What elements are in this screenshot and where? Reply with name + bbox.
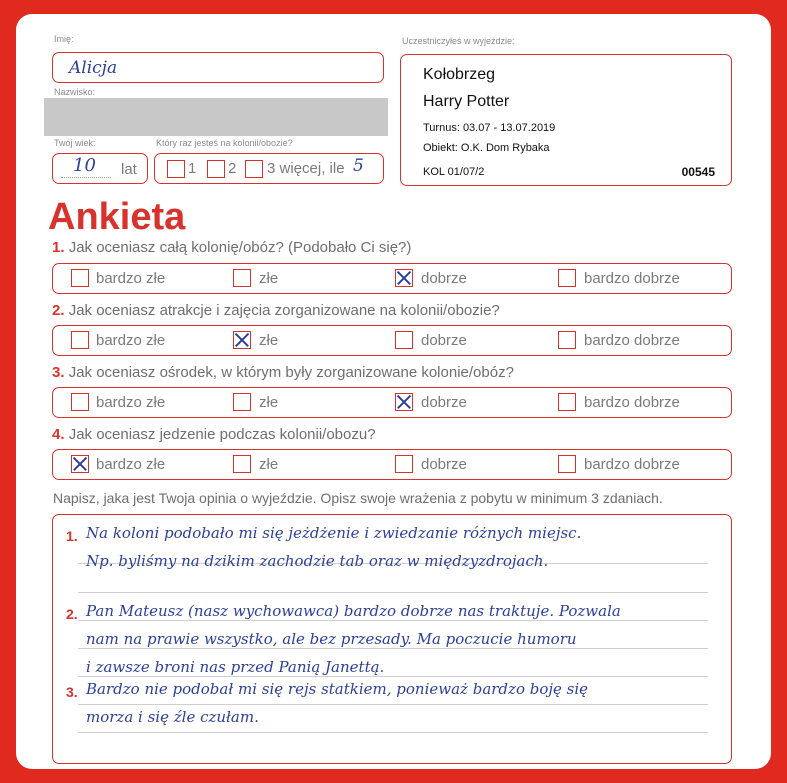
times-option-3: 3 więcej, ile [267,160,345,177]
times-option-2: 2 [228,160,237,177]
q1-option-zle: złe [259,270,279,287]
opinion-prompt: Napisz, jaka jest Twoja opinia o wyjeździe. Opisz swoje wrażenia z pobytu w minimum 3 zdaniach. [53,490,663,506]
q2-option-bardzo-dobrze: bardzo dobrze [584,332,680,349]
q3-checkbox-dobrze[interactable] [395,393,413,411]
q2-checkbox-bardzo-dobrze[interactable] [558,331,576,349]
answer-1-line-1: Na koloni podobało mi się jeżdżenie i zwiedzanie różnych miejsc. [86,524,582,542]
q3-option-zle: złe [259,394,279,411]
times-checkbox-3[interactable] [245,160,263,178]
camp-number: 00545 [681,165,715,179]
q3-option-bardzo-zle: bardzo złe [96,394,166,411]
answer-3-line-1: Bardzo nie podobał mi się rejs statkiem, ponieważ bardzo boję się [86,680,589,698]
name-label: Imię: [54,34,74,44]
participant-box [400,54,732,186]
age-label: Twój wiek: [54,138,96,148]
question-1-options [52,263,732,294]
name-value: Alicja [69,58,118,78]
camp-turnus: Turnus: 03.07 - 13.07.2019 [423,122,556,134]
question-1: 1. Jak oceniasz całą kolonię/obóz? (Podobało Ci się?) [52,239,412,256]
q4-checkbox-zle[interactable] [233,455,251,473]
answer-3-number: 3. [66,684,78,700]
answer-1-number: 1. [66,528,78,544]
q2-option-zle: złe [259,332,279,349]
age-value: 10 [73,155,96,176]
question-4: 4. Jak oceniasz jedzenie podczas kolonii/obozu? [52,426,376,443]
surname-redaction [44,98,388,136]
age-field[interactable] [52,153,148,184]
q3-checkbox-zle[interactable] [233,393,251,411]
q4-option-bardzo-dobrze: bardzo dobrze [584,456,680,473]
q4-checkbox-bardzo-zle[interactable] [71,455,89,473]
q1-checkbox-zle[interactable] [233,269,251,287]
times-field [154,153,384,184]
q2-checkbox-bardzo-zle[interactable] [71,331,89,349]
q2-option-bardzo-zle: bardzo złe [96,332,166,349]
ruled-line [78,732,708,733]
answer-3-line-2: morza i się źle czułam. [86,708,259,726]
times-value: 5 [353,156,364,176]
q4-checkbox-bardzo-dobrze[interactable] [558,455,576,473]
camp-code: KOL 01/07/2 [423,166,485,178]
ruled-line [78,592,708,593]
question-2: 2. Jak oceniasz atrakcje i zajęcia zorganizowane na kolonii/obozie? [52,302,500,319]
answer-2-line-1: Pan Mateusz (nasz wychowawca) bardzo dobrze nas traktuje. Pozwala [86,602,621,620]
survey-sheet [16,14,771,769]
survey-title: Ankieta [48,196,186,238]
q2-checkbox-dobrze[interactable] [395,331,413,349]
ruled-line [78,704,708,705]
ruled-line [78,648,708,649]
question-4-options [52,449,732,480]
q4-option-zle: złe [259,456,279,473]
q1-option-bardzo-dobrze: bardzo dobrze [584,270,680,287]
participant-label: Uczestniczyłeś w wyjeździe: [402,36,515,46]
q2-option-dobrze: dobrze [421,332,467,349]
q1-checkbox-bardzo-zle[interactable] [71,269,89,287]
q2-checkbox-zle[interactable] [233,331,251,349]
q1-checkbox-bardzo-dobrze[interactable] [558,269,576,287]
q3-checkbox-bardzo-zle[interactable] [71,393,89,411]
answer-1-line-2: Np. byliśmy na dzikim zachodzie tab oraz w międzyzdrojach. [86,552,549,570]
ruled-line [78,676,708,677]
times-checkbox-1[interactable] [167,160,185,178]
question-3: 3. Jak oceniasz ośrodek, w którym były zorganizowane kolonie/obóz? [52,364,514,381]
q4-checkbox-dobrze[interactable] [395,455,413,473]
camp-obiekt: Obiekt: O.K. Dom Rybaka [423,142,550,154]
times-checkbox-2[interactable] [207,160,225,178]
ruled-line [78,620,708,621]
surname-label: Nazwisko: [54,87,96,97]
camp-theme: Harry Potter [423,93,510,110]
age-unit: lat [121,161,137,178]
times-label: Który raz jesteś na kolonii/obozie? [156,138,293,148]
answer-2-line-2: nam na prawie wszystko, ale bez przesady. Ma poczucie humoru [86,630,577,648]
q1-option-bardzo-zle: bardzo złe [96,270,166,287]
q3-option-bardzo-dobrze: bardzo dobrze [584,394,680,411]
q4-option-bardzo-zle: bardzo złe [96,456,166,473]
answer-2-number: 2. [66,606,78,622]
answer-2-line-3: i zawsze broni nas przed Panią Janettą. [86,658,385,676]
question-3-options [52,387,732,418]
q1-checkbox-dobrze[interactable] [395,269,413,287]
name-field[interactable] [52,52,384,83]
q1-option-dobrze: dobrze [421,270,467,287]
q3-option-dobrze: dobrze [421,394,467,411]
q4-option-dobrze: dobrze [421,456,467,473]
camp-city: Kołobrzeg [423,66,496,83]
question-2-options [52,325,732,356]
q3-checkbox-bardzo-dobrze[interactable] [558,393,576,411]
times-option-1: 1 [188,160,197,177]
